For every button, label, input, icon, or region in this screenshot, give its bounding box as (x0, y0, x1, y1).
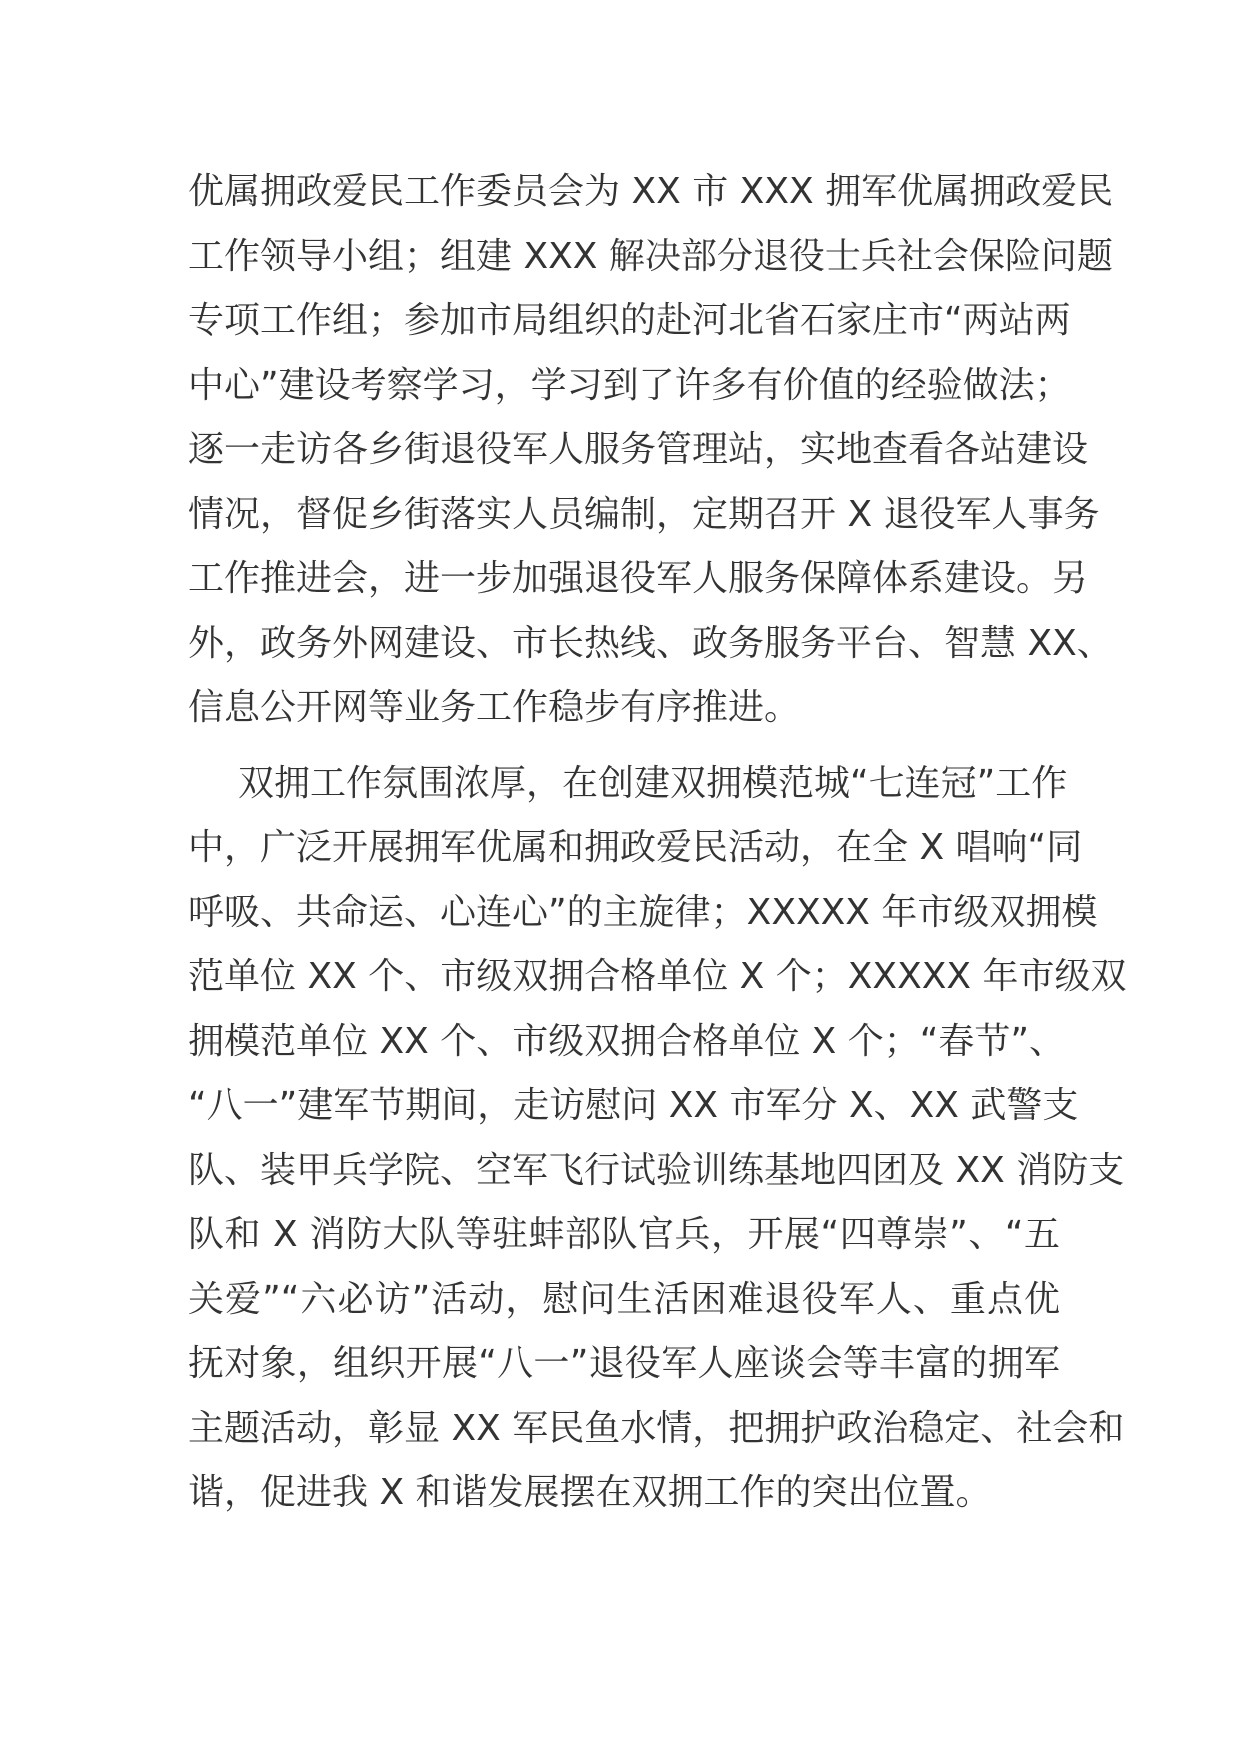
text-line: 情况，督促乡街落实人员编制，定期召开 X 退役军人事务 (188, 493, 1100, 535)
text-line: 抚对象，组织开展“八一”退役军人座谈会等丰富的拥军 (188, 1343, 1060, 1384)
text-line: 专项工作组；参加市局组织的赴河北省石家庄市“两站两 (188, 300, 1071, 341)
text-line: “八一”建军节期间，走访慰问 XX 市军分 X、XX 武警支 (188, 1085, 1079, 1126)
text-line: 双拥工作氛围浓厚，在创建双拥模范城“七连冠”工作 (238, 762, 1068, 804)
text-line: 队和 X 消防大队等驻蚌部队官兵，开展“四尊崇”、“五 (188, 1214, 1060, 1255)
text-line: 外，政务外网建设、市长热线、政务服务平台、智慧 XX、 (188, 622, 1113, 664)
paragraph-1 (188, 160, 1114, 741)
text-line: 中心”建设考察学习，学习到了许多有价值的经验做法； (188, 364, 1071, 406)
text-line: 队、装甲兵学院、空军飞行试验训练基地四团及 XX 消防支 (188, 1149, 1125, 1191)
paragraph-spacer (188, 741, 1060, 752)
paragraph-2 (188, 752, 1127, 1526)
text-line: 范单位 XX 个、市级双拥合格单位 X 个；XXXXX 年市级双 (188, 956, 1127, 997)
document-body (188, 160, 1127, 1526)
text-line: 主题活动，彰显 XX 军民鱼水情，把拥护政治稳定、社会和 (188, 1407, 1125, 1449)
text-line: 拥模范单位 XX 个、市级双拥合格单位 X 个；“春节”、 (188, 1020, 1066, 1062)
text-line: 逐一走访各乡街退役军人服务管理站，实地查看各站建设 (188, 429, 1089, 470)
text-line: 优属拥政爱民工作委员会为 XX 市 XXX 拥军优属拥政爱民 (188, 171, 1114, 212)
text-line: 中，广泛开展拥军优属和拥政爱民活动，在全 X 唱响“同 (188, 827, 1083, 868)
text-line: 关爱”“六必访”活动，慰问生活困难退役军人、重点优 (188, 1278, 1060, 1320)
text-line: 工作推进会，进一步加强退役军人服务保障体系建设。另 (188, 558, 1089, 599)
text-line: 信息公开网等业务工作稳步有序推进。 (188, 687, 801, 728)
text-line: 呼吸、共命运、心连心”的主旋律；XXXXX 年市级双拥模 (188, 891, 1098, 933)
text-line: 谐，促进我 X 和谐发展摆在双拥工作的突出位置。 (188, 1472, 992, 1513)
text-line: 工作领导小组；组建 XXX 解决部分退役士兵社会保险问题 (188, 235, 1113, 277)
